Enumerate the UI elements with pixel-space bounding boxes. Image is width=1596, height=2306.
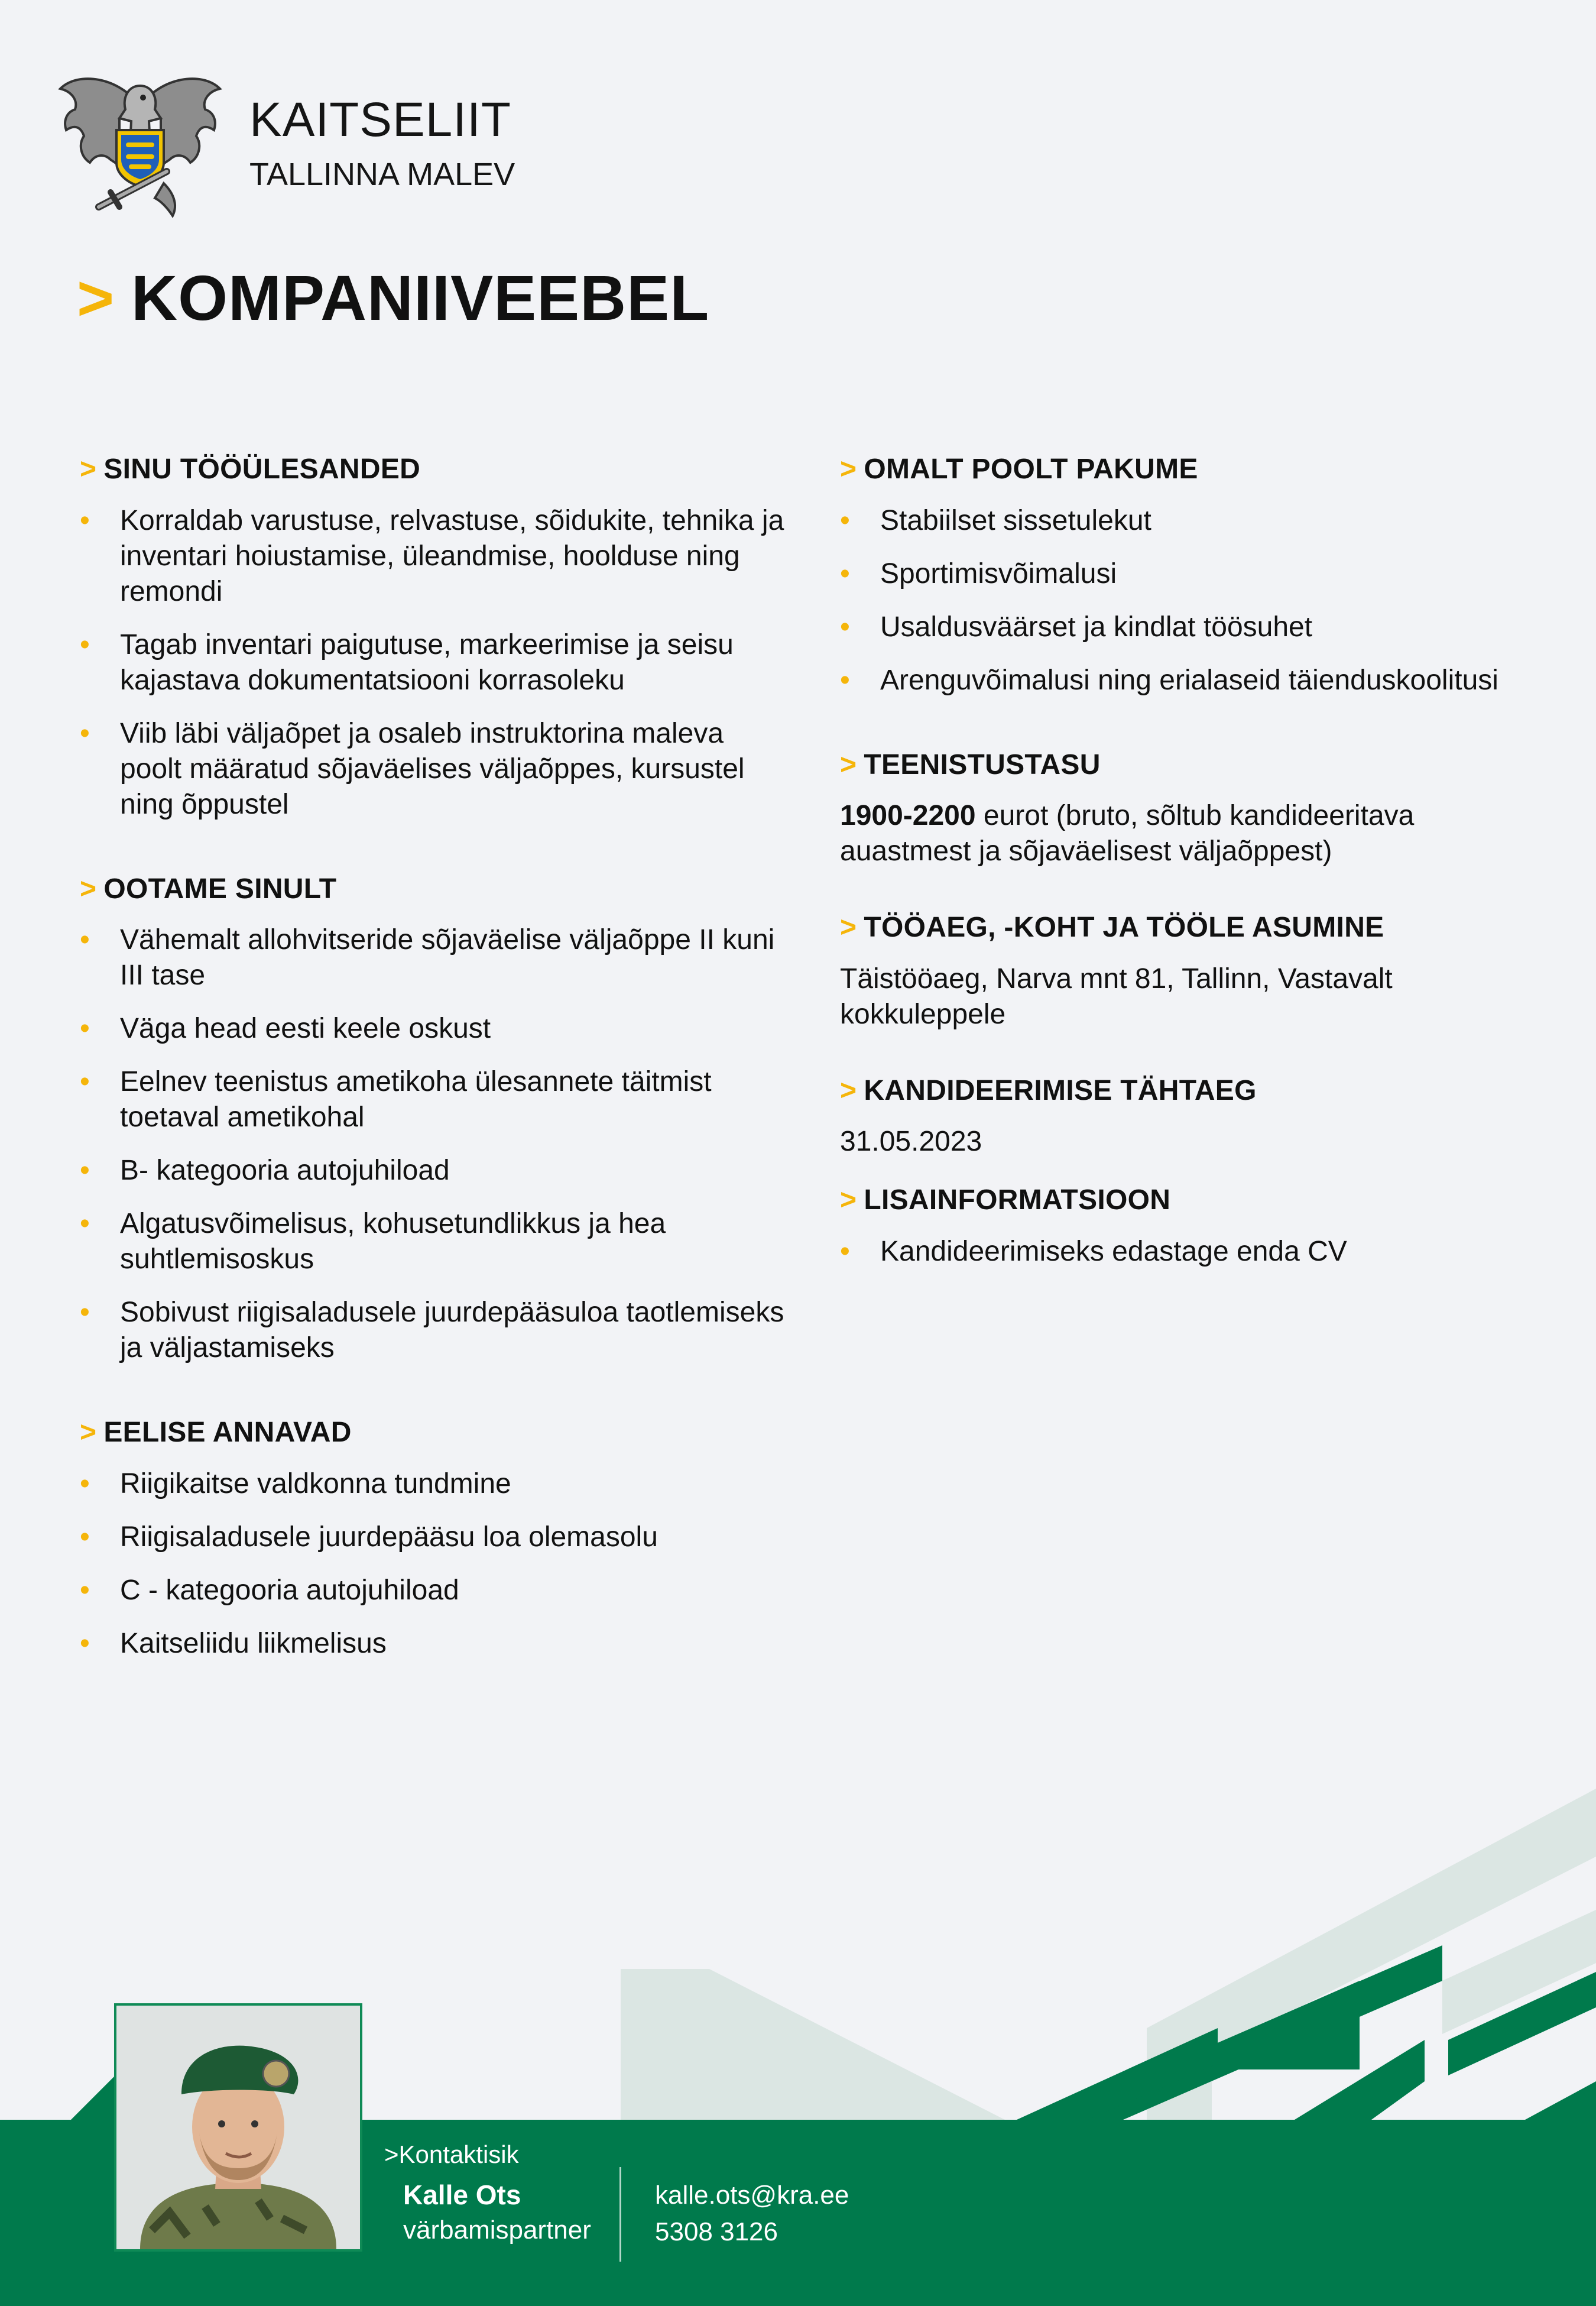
list-item: • Usaldusväärset ja kindlat töösuhet xyxy=(840,610,1549,645)
offer-list xyxy=(840,503,1549,698)
chevron-icon: > xyxy=(77,262,115,333)
list-item: • Korraldab varustuse, relvastuse, sõidukite, tehnika ja inventari hoiustamise, üleandmise, hoolduse ning remondi xyxy=(80,503,789,610)
list-item: • Väga head eesti keele oskust xyxy=(80,1011,789,1047)
salary-section xyxy=(840,748,1549,870)
worktime-text: Täistööaeg, Narva mnt 81, Tallinn, Vastavalt kokkuleppele xyxy=(840,963,1393,1030)
requirements-section xyxy=(80,872,789,1366)
salary-heading xyxy=(840,748,1549,782)
list-item: • Kandideerimiseks edastage enda CV xyxy=(840,1234,1549,1269)
info-heading xyxy=(840,1183,1549,1217)
contact-email-link[interactable]: kalle.ots@kra.ee xyxy=(655,2181,849,2210)
contact-phone-link[interactable]: 5308 3126 xyxy=(655,2217,778,2246)
chevron-icon: > xyxy=(840,454,857,485)
job-title-text: KOMPANIIVEEBEL xyxy=(131,262,710,333)
worktime-heading xyxy=(840,911,1549,945)
right-column xyxy=(840,452,1549,1319)
deadline-heading-text: KANDIDEERIMISE TÄHTAEG xyxy=(864,1074,1257,1106)
contact-photo xyxy=(114,2003,362,2252)
salary-amount: 1900-2200 xyxy=(840,800,976,832)
eagle-emblem-logo xyxy=(54,65,226,222)
advantages-section xyxy=(80,1416,789,1662)
person-avatar-icon xyxy=(116,2006,360,2249)
duties-list xyxy=(80,503,789,822)
chevron-icon: > xyxy=(840,1184,857,1216)
advantages-heading-text: EELISE ANNAVAD xyxy=(103,1417,352,1449)
left-column xyxy=(80,452,789,1711)
organization-name: KAITSELIIT xyxy=(249,93,511,147)
offer-section xyxy=(840,452,1549,698)
info-heading-text: LISAINFORMATSIOON xyxy=(864,1184,1171,1216)
list-item: • Algatusvõimelisus, kohusetundlikkus ja hea suhtlemisoskus xyxy=(80,1206,789,1277)
info-section xyxy=(840,1183,1549,1269)
offer-heading xyxy=(840,452,1549,487)
job-title xyxy=(77,263,709,333)
salary-text xyxy=(840,798,1549,869)
deadline-section xyxy=(840,1074,1549,1160)
list-item: • Arenguvõimalusi ning erialaseid täienduskoolitusi xyxy=(840,663,1549,698)
duties-heading-text: SINU TÖÖÜLESANDED xyxy=(103,454,421,485)
list-item: • Sportimisvõimalusi xyxy=(840,556,1549,592)
chevron-icon: > xyxy=(840,1074,857,1106)
contact-role: värbamispartner xyxy=(403,2216,591,2245)
contact-name: Kalle Ots xyxy=(403,2179,521,2210)
list-item: • B- kategooria autojuhiload xyxy=(80,1153,789,1188)
list-item: • Eelnev teenistus ametikoha ülesannete täitmist toetaval ametikohal xyxy=(80,1064,789,1135)
offer-heading-text: OMALT POOLT PAKUME xyxy=(864,454,1198,485)
requirements-heading xyxy=(80,872,789,906)
duties-heading xyxy=(80,452,789,487)
contact-divider xyxy=(619,2167,621,2262)
list-item: • Stabiilset sissetulekut xyxy=(840,503,1549,539)
worktime-section xyxy=(840,911,1549,1032)
deadline-heading xyxy=(840,1074,1549,1108)
list-item: • Riigisaladusele juurdepääsu loa olemasolu xyxy=(80,1520,789,1555)
list-item: • Kaitseliidu liikmelisus xyxy=(80,1626,789,1662)
requirements-list xyxy=(80,922,789,1366)
list-item: • C - kategooria autojuhiload xyxy=(80,1573,789,1608)
advantages-list xyxy=(80,1466,789,1662)
contact-label: >Kontaktisik xyxy=(384,2140,519,2168)
info-list xyxy=(840,1234,1549,1269)
requirements-heading-text: OOTAME SINULT xyxy=(103,873,337,905)
chevron-icon: > xyxy=(840,912,857,944)
list-item: • Riigikaitse valdkonna tundmine xyxy=(80,1466,789,1502)
list-item: • Tagab inventari paigutuse, markeerimise ja seisu kajastava dokumentatsiooni korrasoleku xyxy=(80,627,789,698)
salary-heading-text: TEENISTUSTASU xyxy=(864,749,1101,780)
duties-section xyxy=(80,452,789,822)
worktime-heading-text: TÖÖAEG, -KOHT JA TÖÖLE ASUMINE xyxy=(864,912,1384,944)
list-item: • Vähemalt allohvitseride sõjaväelise väljaõppe II kuni III tase xyxy=(80,922,789,993)
deadline-date: 31.05.2023 xyxy=(840,1126,982,1158)
organization-unit: TALLINNA MALEV xyxy=(249,157,515,192)
chevron-icon: > xyxy=(840,749,857,780)
salary-description: eurot (bruto, sõltub kandideeritava auastmest ja sõjaväelisest väljaõppest) xyxy=(840,800,1415,867)
chevron-icon: > xyxy=(80,1417,97,1449)
chevron-icon: > xyxy=(80,454,97,485)
list-item: • Viib läbi väljaõpet ja osaleb instruktorina maleva poolt määratud sõjaväelises väljaõppes, kursustel ning õppustel xyxy=(80,716,789,822)
advantages-heading xyxy=(80,1416,789,1450)
list-item: • Sobivust riigisaladusele juurdepääsuloa taotlemiseks ja väljastamiseks xyxy=(80,1295,789,1366)
chevron-icon: > xyxy=(80,873,97,905)
